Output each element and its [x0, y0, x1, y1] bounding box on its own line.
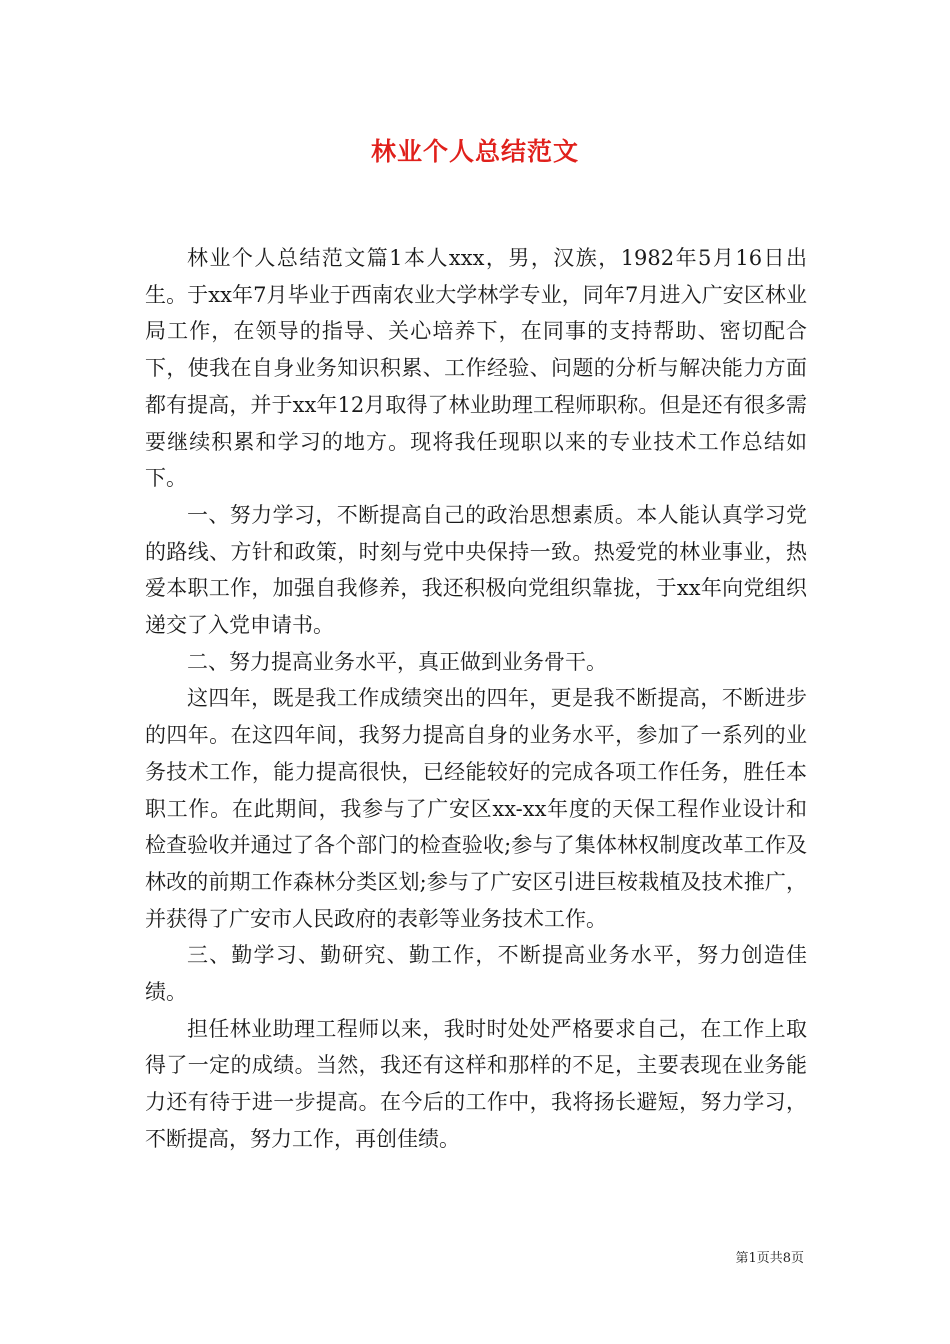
- page-number-footer: 第1页共8页: [735, 1251, 804, 1266]
- document-body: [145, 240, 807, 1158]
- page-title: 林业个人总结范文: [370, 137, 579, 166]
- paragraph-intro: 林业个人总结范文篇1本人xxx，男，汉族，1982年5月16日出生。于xx年7月毕业于西南农业大学林学专业，同年7月进入广安区林业局工作，在领导的指导、关心培养下，在同事的支持帮助、密切配合下，使我在自身业务知识积累、工作经验、问题的分析与解决能力方面都有提高，并于xx年12月取得了林业助理工程师职称。但是还有很多需要继续积累和学习的地方。现将我任现职以来的专业技术工作总结如下。: [145, 246, 807, 491]
- paragraph-section-1: 一、努力学习，不断提高自己的政治思想素质。本人能认真学习党的路线、方针和政策，时刻与党中央保持一致。热爱党的林业事业，热爱本职工作，加强自我修养，我还积极向党组织靠拢，于xx年向党组织递交了入党申请书。: [145, 502, 807, 638]
- paragraph-section-2-body: 这四年，既是我工作成绩突出的四年，更是我不断提高，不断进步的四年。在这四年间，我努力提高自身的业务水平，参加了一系列的业务技术工作，能力提高很快，已经能较好的完成各项工作任务，胜任本职工作。在此期间，我参与了广安区xx-xx年度的天保工程作业设计和检查验收并通过了各个部门的检查验收;参与了集体林权制度改革工作及林改的前期工作森林分类区划;参与了广安区引进巨桉栽植及技术推广，并获得了广安市人民政府的表彰等业务技术工作。: [145, 686, 807, 931]
- paragraph-conclusion: 担任林业助理工程师以来，我时时处处严格要求自己，在工作上取得了一定的成绩。当然，我还有这样和那样的不足，主要表现在业务能力还有待于进一步提高。在今后的工作中，我将扬长避短，努力学习，不断提高，努力工作，再创佳绩。: [145, 1016, 807, 1151]
- paragraph-section-3-heading: 三、勤学习、勤研究、勤工作，不断提高业务水平，努力创造佳绩。: [145, 943, 807, 1005]
- paragraph-section-2-heading: 二、努力提高业务水平，真正做到业务骨干。: [187, 649, 607, 674]
